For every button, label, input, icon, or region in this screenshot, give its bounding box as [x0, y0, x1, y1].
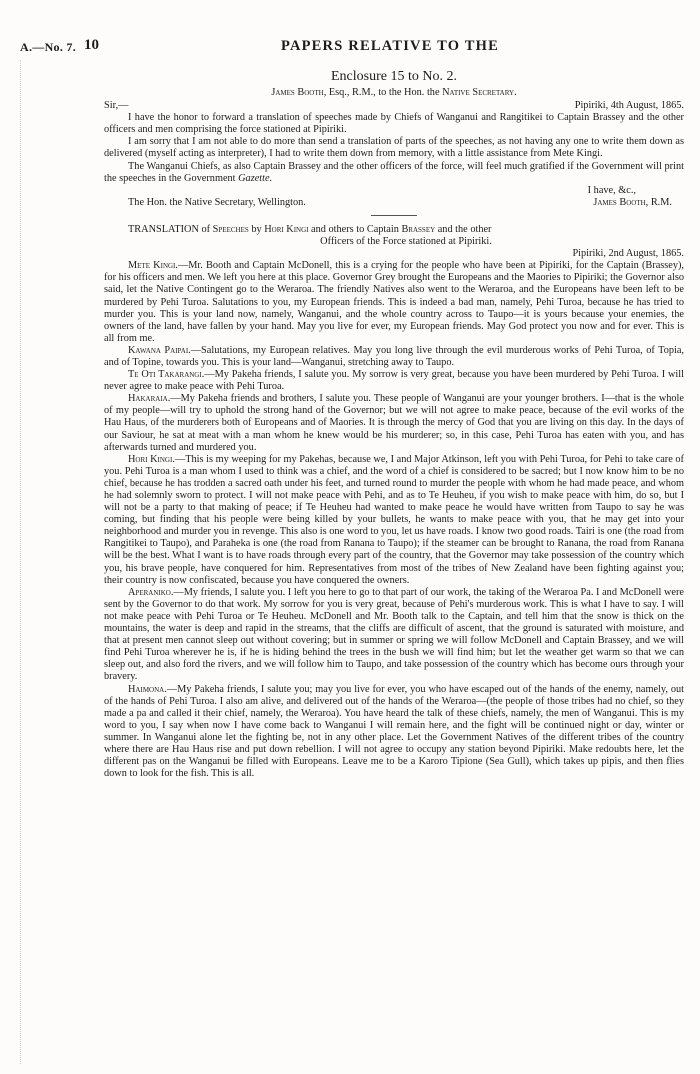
salutation: Sir,— [104, 100, 129, 112]
subject-middle: , Esq., R.M., to the Hon. the [323, 87, 443, 98]
page-number: 10 [84, 37, 99, 53]
translation-end: and the other [435, 223, 492, 235]
subject-end: . [514, 87, 517, 98]
letter-paragraph: I am sorry that I am not able to do more than send a translation of parts of the speeches, as not having any one to write them down as delivered (myself acting as interpreter), I had to write them down from memory, with a little assistance from Mete Kingi. [104, 136, 684, 160]
translation-subtitle: Officers of the Force stationed at Pipiriki. [320, 236, 492, 248]
speech-text: —This is my weeping for my Pakehas, because we, I and Major Atkinson, left you with Pehi Turoa, for Pehi to take care of you. Pehi Turoa is a man whom I used to think was a chief, and the word of a chief is considered to be sacred; but I now know him to be no chief, because he has trodden a sacred oath under his feet, and turned round to murder the people with whom he had made peace, and whom he had solemnly sworn to protect. I will not make peace with Pehi, and as to Te Heuheu, if you wish to make peace with him, do so, but I will not be a party to that making of peace; if Te Heuheu had wanted to make peace he would have written from Taupo to say he was coming, but finding that his people were being killed by your bullets, he wants to make peace with you, that he may get into your neighborhood and murder you in revenge. This also is one word to you, let us have roads. I know two good roads. Tairi is one (the road from Rangitikei to Taupo), and Paraheka is one (the road from Ranana to Taupo); if the steamer can be brought to Ranana, the road from Ranana will be the best. What I want is to have roads through every part of the country, that the Governor may take possession of the country which you, his brave people, have conquered for him. Representatives from most of the tribes of New Zealand have been fighting against you; their country is now confiscated, because you have conquered the owners. [104, 453, 684, 586]
running-title: PAPERS RELATIVE TO THE [280, 38, 500, 54]
speaker-name: Aperaniko. [128, 586, 174, 598]
page-body [104, 68, 684, 780]
speaker-name: Hakaraia. [128, 393, 171, 405]
speaker-name: Hori Kingi. [128, 453, 175, 465]
translation-by: by [248, 223, 265, 235]
speech-text: —My Pakeha friends, I salute you; may you live for ever, you who have escaped out of the hands of the enemy, namely, out of the hands of Pehi Turoa. I also am alive, and delivered out of the hands of the Weraroa—(the people of those tribes had no chief, so they made a pa and called it their chief, namely, the Weraroa). You have heard the talk of these chiefs, namely, the men of Wanganui. This is my word to you, I say when now I have come back to Wanganui I will remain here, and the fight will be continued night or day, winter or summer. In Wanganui alone let the fighting be, not in any other place. Let the Government Natives of the different tribes of the country where there are Hau Haus rise and put down rebellion. I will not agree to occupy any station beyond Pipiriki. Make redoubts here, let the different pas on the Wanganui be filled with Europeans. Leave me to be a Karoro Tipione (Sea Gull), which takes up pipis, and then flies down to look for the fish. This is all. [104, 683, 684, 780]
speech-paragraph [104, 684, 684, 781]
letter-place-date: Pipiriki, 4th August, 1865. [574, 100, 684, 112]
speaker-name: Haimona. [128, 683, 167, 695]
translation-heading [104, 224, 684, 248]
translation-speaker: Hori Kingi [264, 223, 309, 235]
signature-row [104, 197, 684, 209]
section-divider [371, 215, 417, 216]
margin-guide [20, 60, 21, 1064]
speech-paragraph [104, 345, 684, 369]
speech-paragraph [104, 454, 684, 587]
speaker-name: Kawana Paipai. [128, 344, 191, 356]
speech-paragraph [104, 393, 684, 453]
letter-paragraph [104, 161, 684, 185]
signature: James Booth, R.M. [593, 196, 672, 208]
translation-place-date: Pipiriki, 2nd August, 1865. [572, 248, 684, 260]
speech-text: —Mr. Booth and Captain McDonell, this is a crying for the people who have been at Pipiriki, for the Captain (Brassey), for his officers and men. We left you here at this place. Governor Grey brought the Europeans and the Maories to Pipiriki; the Governor also said, let the Native Contingent go to the Weraroa. The friendly Natives also went to the Weraroa, and the Europeans have been left to be murdered by Pehi Turoa. Salutations to you, my European friends. This is indeed a bad man, namely, Pehi Turoa, because he has tried to murder you. This is your land now, namely, Wanganui, and the whole country across to Taupo—it is yours because your enemies, the owners of the land, have fallen by your hand. May you live for ever, my European friends. May God protect you now and for ever. This is all from me. [104, 260, 684, 344]
speech-text: —My friends, I salute you. I left you here to go to that part of our work, the taking of the Weraroa Pa. I and McDonell were sent by the Governor to do that work. My sorrow for you is very great, because of Pehi's murderous work. This is what I have to say. I will not make peace with Pehi Turoa or Te Heuheu. McDonell and Mr. Booth talk to the Captain, and tell him that the snow is thick on the mountains, the water is deep and rapid in the streams, that the cliffs are difficult of ascent, that the ground is saturated with moisture, and that at present men cannot sleep out without covering; but in summer or spring we will follow McDonell and Captain Brassey, and we will find Pehi Turoa wherever he is, if he is hiding behind the trees in the bush we will find him; but let the weather get warm so that we can sleep out, and also ford the rivers, and we will follow him to Taupo, and take possession of the country which has become ours through your bravery. [104, 586, 684, 683]
paper-reference: A.—No. 7. [20, 40, 77, 54]
salutation-row [104, 100, 684, 112]
translation-word: TRANSLATION [128, 223, 199, 235]
letter-paragraph: I have the honor to forward a translation of speeches made by Chiefs of Wanganui and Rangitikei to Captain Brassey and the other officers and men comprising the force stationed at Pipiriki. [104, 112, 684, 136]
translation-middle: and others to Captain [308, 223, 402, 235]
addressee: The Hon. the Native Secretary, Wellington. [128, 196, 306, 208]
enclosure-subject [104, 87, 684, 99]
speaker-name: Mete Kingi. [128, 260, 178, 272]
translation-captain: Brassey [401, 223, 436, 235]
speech-text: —My Pakeha friends and brothers, I salute you. These people of Wanganui are your younger brothers. I—that is the whole of my people—will try to uphold the strong hand of the Governor; but we will not agree to make peace, because of the evil works of the Hau Haus, of the murderers both of Europeans and of Maories. It is through the mercy of God that you are living on this day. In the days of our Saviour, he sat at meat with a man whom he knew would be his murderer; so, in this case, Pehi Turoa has eaten with you, and has afterwards turned and murdered you. [104, 393, 684, 453]
gazette-italic: Gazette. [238, 172, 273, 184]
speech-text: —My Pakeha friends, I salute you. My sorrow is very great, because you have been murdered by Pehi Turoa. I will never agree to make peace with Pehi Turoa. [104, 369, 684, 393]
speech-paragraph [104, 587, 684, 684]
translation-speeches: Speeches [212, 223, 249, 235]
speech-paragraph [104, 369, 684, 393]
recipient-title: Native Secretary [442, 87, 515, 98]
speech-text: —Salutations, my European relatives. May you long live through the evil murderous works of Pehi Turoa, of Topia, and of Topine, towards you. This is your land—Wanganui, stretching away to Taupo. [104, 344, 684, 368]
speech-paragraph [104, 260, 684, 345]
letter-closing: I have, &c., [587, 184, 636, 196]
sender-name: James Booth [271, 87, 324, 98]
letter-paragraph-text: The Wanganui Chiefs, as also Captain Brassey and the other officers of the force, will feel much gratified if the Government will print the speeches in the Government [104, 160, 684, 184]
enclosure-title: Enclosure 15 to No. 2. [331, 69, 457, 84]
speaker-name: Te Oti Takarangi. [128, 369, 205, 381]
translation-of: of [198, 223, 213, 235]
